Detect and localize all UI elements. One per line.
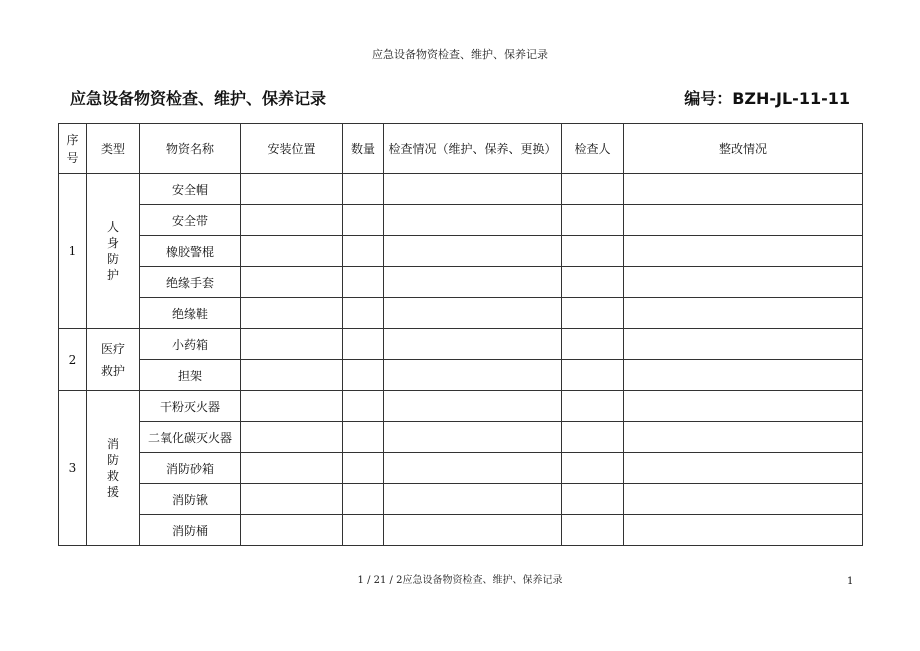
inspector-cell[interactable] [562, 484, 624, 515]
quantity-cell[interactable] [343, 298, 384, 329]
inspector-cell[interactable] [562, 422, 624, 453]
table-row [59, 298, 863, 329]
inspection-cell[interactable] [384, 360, 562, 391]
table-row [59, 236, 863, 267]
inspector-cell[interactable] [562, 236, 624, 267]
inspector-cell[interactable] [562, 515, 624, 546]
inspection-cell[interactable] [384, 236, 562, 267]
quantity-cell[interactable] [343, 174, 384, 205]
document-code: 编号：BZH-JL-11-11 [684, 89, 850, 108]
item-name: 消防锹 [140, 484, 241, 515]
quantity-cell[interactable] [343, 205, 384, 236]
header-quantity: 数量 [343, 124, 384, 174]
item-name: 消防砂箱 [140, 453, 241, 484]
page-number: 1 [847, 576, 854, 587]
quantity-cell[interactable] [343, 391, 384, 422]
quantity-cell[interactable] [343, 515, 384, 546]
location-cell[interactable] [241, 267, 343, 298]
header-inspection: 检查情况（维护、保养、更换） [384, 124, 562, 174]
location-cell[interactable] [241, 236, 343, 267]
table-row [59, 391, 863, 422]
item-name: 绝缘鞋 [140, 298, 241, 329]
record-table [58, 123, 863, 546]
inspector-cell[interactable] [562, 360, 624, 391]
header-row [59, 124, 863, 174]
document-title: 应急设备物资检查、维护、保养记录 [70, 89, 327, 108]
inspection-cell[interactable] [384, 484, 562, 515]
header-inspector: 检查人 [562, 124, 624, 174]
inspection-cell[interactable] [384, 174, 562, 205]
inspector-cell[interactable] [562, 205, 624, 236]
group-seq: 3 [59, 391, 87, 546]
header-type: 类型 [87, 124, 140, 174]
item-name: 安全帽 [140, 174, 241, 205]
table-row [59, 515, 863, 546]
header-name: 物资名称 [140, 124, 241, 174]
page-footer: 1 / 21 / 2应急设备物资检查、维护、保养记录 [357, 575, 563, 586]
rectification-cell[interactable] [624, 298, 863, 329]
quantity-cell[interactable] [343, 267, 384, 298]
inspector-cell[interactable] [562, 267, 624, 298]
header-seq: 序号 [59, 124, 87, 174]
location-cell[interactable] [241, 360, 343, 391]
location-cell[interactable] [241, 515, 343, 546]
group-seq: 2 [59, 329, 87, 391]
rectification-cell[interactable] [624, 453, 863, 484]
table-row [59, 484, 863, 515]
inspection-cell[interactable] [384, 422, 562, 453]
quantity-cell[interactable] [343, 453, 384, 484]
table-row [59, 329, 863, 360]
quantity-cell[interactable] [343, 360, 384, 391]
group-type: 消防救援 [87, 391, 140, 546]
location-cell[interactable] [241, 422, 343, 453]
quantity-cell[interactable] [343, 484, 384, 515]
header-location: 安装位置 [241, 124, 343, 174]
quantity-cell[interactable] [343, 329, 384, 360]
location-cell[interactable] [241, 174, 343, 205]
item-name: 担架 [140, 360, 241, 391]
header-rectification: 整改情况 [624, 124, 863, 174]
location-cell[interactable] [241, 205, 343, 236]
table-row [59, 205, 863, 236]
item-name: 绝缘手套 [140, 267, 241, 298]
table-row [59, 360, 863, 391]
location-cell[interactable] [241, 484, 343, 515]
group-type: 人身防护 [87, 174, 140, 329]
table-row [59, 453, 863, 484]
rectification-cell[interactable] [624, 391, 863, 422]
item-name: 小药箱 [140, 329, 241, 360]
location-cell[interactable] [241, 329, 343, 360]
inspection-cell[interactable] [384, 515, 562, 546]
rectification-cell[interactable] [624, 360, 863, 391]
item-name: 消防桶 [140, 515, 241, 546]
item-name: 二氧化碳灭火器 [140, 422, 241, 453]
table-row [59, 174, 863, 205]
inspector-cell[interactable] [562, 453, 624, 484]
rectification-cell[interactable] [624, 422, 863, 453]
rectification-cell[interactable] [624, 515, 863, 546]
running-header: 应急设备物资检查、维护、保养记录 [372, 48, 548, 61]
location-cell[interactable] [241, 453, 343, 484]
item-name: 橡胶警棍 [140, 236, 241, 267]
rectification-cell[interactable] [624, 329, 863, 360]
rectification-cell[interactable] [624, 205, 863, 236]
inspector-cell[interactable] [562, 329, 624, 360]
rectification-cell[interactable] [624, 174, 863, 205]
location-cell[interactable] [241, 298, 343, 329]
rectification-cell[interactable] [624, 484, 863, 515]
rectification-cell[interactable] [624, 267, 863, 298]
inspection-cell[interactable] [384, 391, 562, 422]
quantity-cell[interactable] [343, 236, 384, 267]
item-name: 干粉灭火器 [140, 391, 241, 422]
inspection-cell[interactable] [384, 329, 562, 360]
group-type: 医疗救护 [87, 329, 140, 391]
quantity-cell[interactable] [343, 422, 384, 453]
table-row [59, 267, 863, 298]
item-name: 安全带 [140, 205, 241, 236]
inspection-cell[interactable] [384, 453, 562, 484]
group-seq: 1 [59, 174, 87, 329]
rectification-cell[interactable] [624, 236, 863, 267]
inspector-cell[interactable] [562, 174, 624, 205]
inspection-cell[interactable] [384, 298, 562, 329]
inspection-cell[interactable] [384, 267, 562, 298]
location-cell[interactable] [241, 391, 343, 422]
inspector-cell[interactable] [562, 391, 624, 422]
table-row [59, 422, 863, 453]
inspection-cell[interactable] [384, 205, 562, 236]
inspector-cell[interactable] [562, 298, 624, 329]
